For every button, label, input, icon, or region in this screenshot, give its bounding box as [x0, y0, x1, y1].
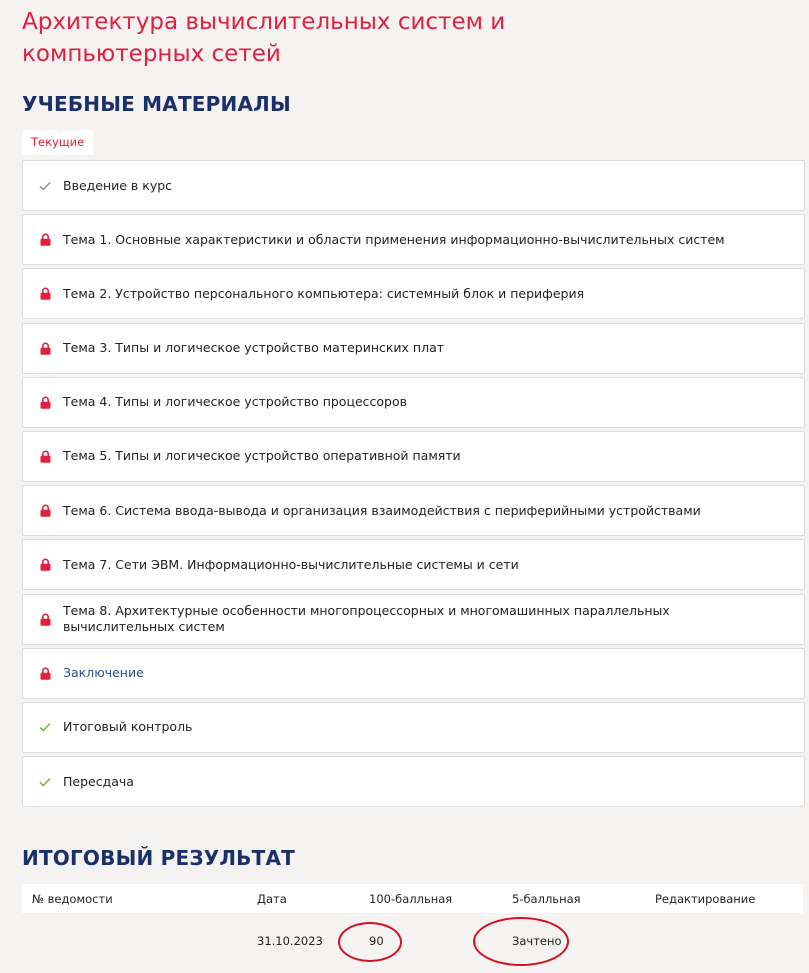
tab-current[interactable]: Текущие: [22, 130, 93, 155]
lock-icon: [38, 395, 52, 409]
material-item-label: Итоговый контроль: [63, 719, 193, 735]
lock-icon: [38, 287, 52, 301]
material-item-label: Тема 4. Типы и логическое устройство процессоров: [63, 394, 407, 410]
cell-score5: Зачтено: [512, 934, 562, 948]
lock-icon: [38, 558, 52, 572]
results-heading: ИТОГОВЫЙ РЕЗУЛЬТАТ: [22, 846, 295, 870]
material-item-retake[interactable]: [22, 756, 805, 807]
column-header-score5: 5-балльная: [502, 884, 645, 913]
column-header-score100: 100-балльная: [359, 884, 502, 913]
materials-heading: УЧЕБНЫЕ МАТЕРИАЛЫ: [22, 92, 291, 116]
material-item-label: Тема 5. Типы и логическое устройство оперативной памяти: [63, 448, 461, 464]
course-title: Архитектура вычислительных систем и компьютерных сетей: [22, 9, 506, 67]
materials-list: [22, 160, 805, 810]
material-item-label: Тема 3. Типы и логическое устройство материнских плат: [63, 340, 445, 356]
lock-icon: [38, 449, 52, 463]
check-icon: [38, 179, 52, 193]
material-item-topic-6[interactable]: [22, 485, 805, 536]
material-item-final-control[interactable]: [22, 702, 805, 753]
material-item-conclusion[interactable]: [22, 648, 805, 699]
material-item-topic-8[interactable]: [22, 594, 805, 645]
material-item-topic-4[interactable]: [22, 377, 805, 428]
material-item-label[interactable]: Заключение: [63, 665, 144, 681]
cell-score100: 90: [369, 934, 384, 948]
lock-icon: [38, 504, 52, 518]
column-header-date: Дата: [247, 884, 359, 913]
column-header-edit: Редактирование: [645, 884, 803, 913]
cell-edit: [645, 913, 803, 969]
lock-icon: [38, 341, 52, 355]
results-table: [22, 884, 803, 969]
cell-date: 31.10.2023: [257, 934, 323, 948]
material-item-label: Тема 2. Устройство персонального компьютера: системный блок и периферия: [63, 285, 585, 301]
material-item-label: Пересдача: [63, 773, 134, 789]
lock-icon: [38, 612, 52, 626]
material-item-topic-7[interactable]: [22, 539, 805, 590]
column-header-number: № ведомости: [22, 884, 247, 913]
material-item-topic-2[interactable]: [22, 268, 805, 319]
cell-number: [22, 913, 247, 969]
material-item-intro[interactable]: [22, 160, 805, 211]
lock-icon: [38, 233, 52, 247]
lock-icon: [38, 666, 52, 680]
results-header-row: [22, 884, 803, 913]
material-item-topic-5[interactable]: [22, 431, 805, 482]
material-item-topic-1[interactable]: [22, 214, 805, 265]
material-item-topic-3[interactable]: [22, 323, 805, 374]
material-item-label: Тема 8. Архитектурные особенности многопроцессорных и многомашинных параллельных вычислительных систем: [63, 603, 670, 634]
material-item-label: Тема 1. Основные характеристики и области применения информационно-вычислительных систем: [63, 231, 725, 247]
material-item-label: Тема 6. Система ввода-вывода и организация взаимодействия с периферийными устройствами: [63, 502, 701, 518]
check-icon: [38, 775, 52, 789]
material-item-label: Введение в курс: [63, 177, 173, 193]
table-row: [22, 913, 803, 969]
material-item-label: Тема 7. Сети ЭВМ. Информационно-вычислительные системы и сети: [63, 556, 519, 572]
check-icon: [38, 720, 52, 734]
